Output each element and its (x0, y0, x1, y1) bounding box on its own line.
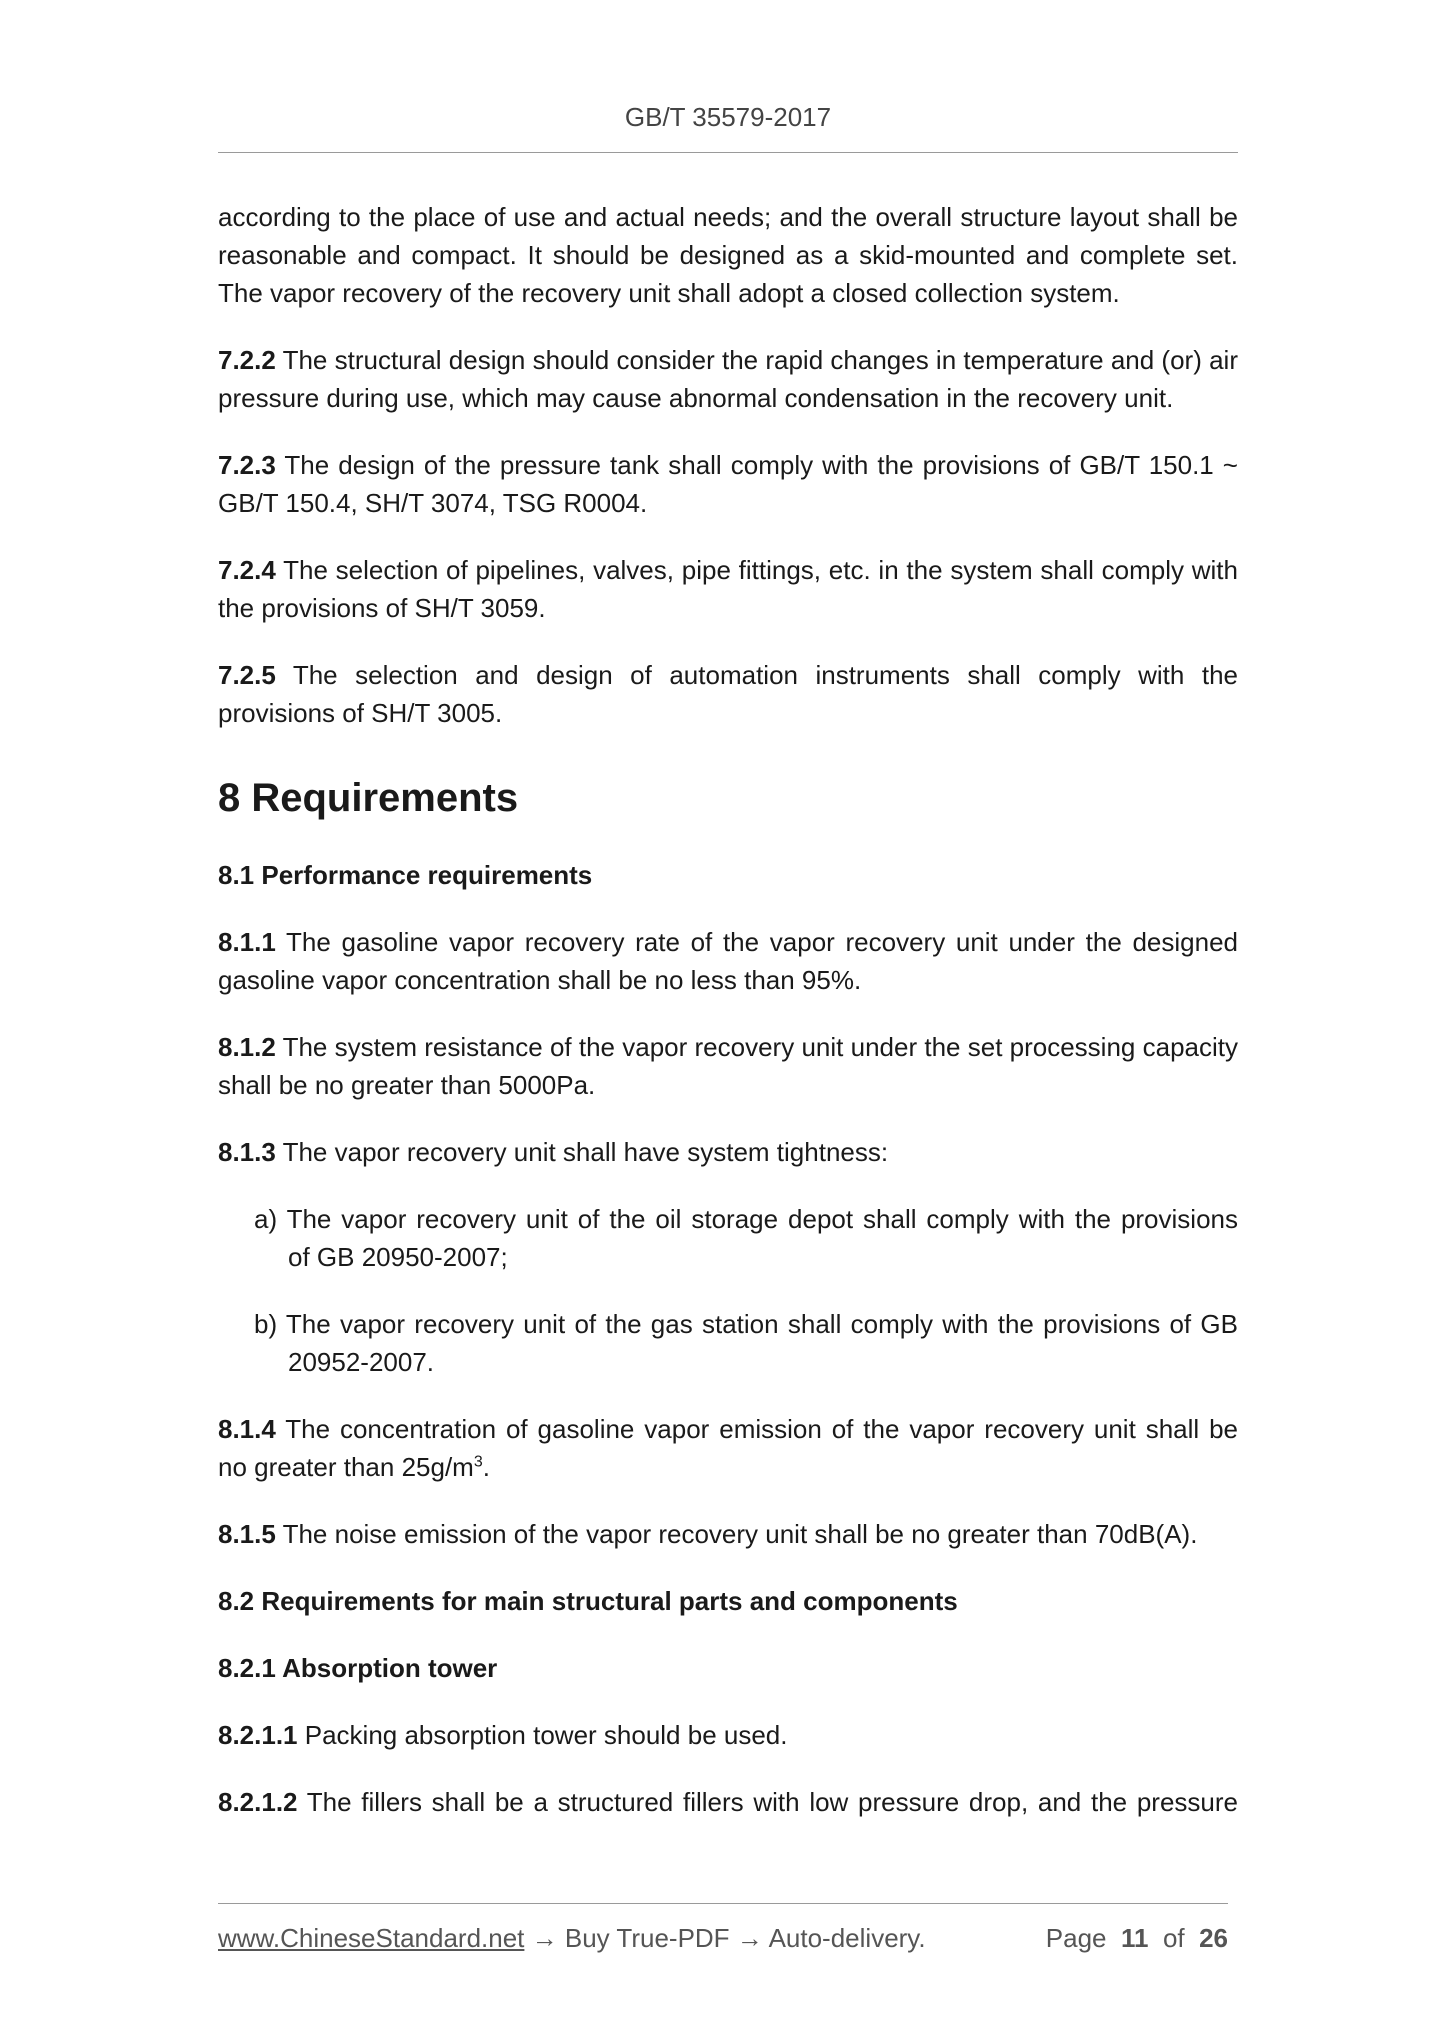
list-item-b (254, 1305, 1238, 1343)
clause-text: The selection and design of automation instruments shall comply with the provisions of SH/T 3005. (218, 660, 1238, 728)
clause-8-1-2 (218, 1028, 1238, 1104)
clause-text: The fillers shall be a structured fillers with low pressure drop, and the pressure (297, 1787, 1238, 1817)
clause-8-1-1 (218, 923, 1238, 999)
promo-text: → Buy True-PDF → Auto-delivery. (524, 1923, 926, 1953)
clause-number: 8.1.2 (218, 1032, 276, 1062)
clause-number: 7.2.3 (218, 450, 276, 480)
clause-8-2-1-1 (218, 1716, 1238, 1754)
clause-text: Packing absorption tower should be used. (297, 1720, 788, 1750)
list-item-line: of GB 20950-2007; (288, 1242, 508, 1272)
list-item-line: 20952-2007. (288, 1347, 435, 1377)
of-label: of (1162, 1923, 1185, 1953)
clause-7-2-3 (218, 446, 1238, 522)
paragraph-continuation: according to the place of use and actual needs; and the overall structure layout shall be reasonable and compact. It should be designed as a skid-mounted and complete set. The vapor recovery of the recovery unit shall adopt a closed collection system. (218, 202, 1238, 308)
clause-8-1-4 (218, 1410, 1238, 1486)
clause-text: The design of the pressure tank shall comply with the provisions of GB/T 150.1 ~ GB/T 150.4, SH/T 3074, TSG R0004. (218, 450, 1238, 518)
clause-text: The selection of pipelines, valves, pipe fittings, etc. in the system shall comply with the provisions of SH/T 3059. (218, 555, 1238, 623)
clause-7-2-4 (218, 551, 1238, 627)
clause-text: The structural design should consider the rapid changes in temperature and (or) air pressure during use, which may cause abnormal condensation in the recovery unit. (218, 345, 1238, 413)
clause-number: 8.1.5 (218, 1519, 276, 1549)
clause-7-2-5 (218, 656, 1238, 732)
clause-number: 8.1.3 (218, 1137, 276, 1167)
clause-text: The concentration of gasoline vapor emission of the vapor recovery unit shall be no greater than 25g/m (218, 1414, 1238, 1482)
clause-number: 8.1.4 (218, 1414, 276, 1444)
clause-8-1-3 (218, 1133, 1238, 1171)
clause-text-tail: . (482, 1452, 490, 1482)
clause-text: The noise emission of the vapor recovery unit shall be no greater than 70dB(A). (275, 1519, 1198, 1549)
subsection-heading-8-1: 8.1 Performance requirements (218, 860, 593, 890)
list-item-a-continuation (254, 1238, 1238, 1276)
clause-7-2-2 (218, 341, 1238, 417)
footer-divider (218, 1903, 1228, 1904)
page-indicator (1046, 1923, 1228, 1954)
subsection-heading-8-2-1: 8.2.1 Absorption tower (218, 1653, 498, 1683)
clause-number: 7.2.2 (218, 345, 276, 375)
clause-number: 7.2.4 (218, 555, 276, 585)
clause-text: The vapor recovery unit shall have system tightness: (275, 1137, 889, 1167)
clause-8-1-5 (218, 1515, 1238, 1553)
page-content (218, 198, 1238, 1850)
clause-text: The system resistance of the vapor recovery unit under the set processing capacity shall be no greater than 5000Pa. (218, 1032, 1238, 1100)
clause-8-2-1-2 (218, 1783, 1238, 1821)
list-item-a (254, 1200, 1238, 1238)
website-link[interactable]: www.ChineseStandard.net (218, 1923, 525, 1953)
section-heading-8: 8 Requirements (218, 776, 519, 820)
list-item-line: b) The vapor recovery unit of the gas station shall comply with the provisions of GB (254, 1309, 1238, 1339)
subsection-heading-8-2: 8.2 Requirements for main structural parts and components (218, 1586, 958, 1616)
header-divider (218, 152, 1238, 153)
page-header: GB/T 35579-2017 (624, 102, 832, 132)
clause-number: 8.2.1.1 (218, 1720, 298, 1750)
page-footer (218, 1923, 1228, 1954)
superscript: 3 (473, 1453, 483, 1471)
clause-number: 8.1.1 (218, 927, 276, 957)
clause-number: 7.2.5 (218, 660, 276, 690)
footer-promo (218, 1923, 926, 1954)
list-item-b-continuation (254, 1343, 1238, 1381)
page-label: Page (1045, 1923, 1107, 1953)
clause-text: The gasoline vapor recovery rate of the vapor recovery unit under the designed gasoline vapor concentration shall be no less than 95%. (218, 927, 1238, 995)
clause-number: 8.2.1.2 (218, 1787, 298, 1817)
list-item-line: a) The vapor recovery unit of the oil storage depot shall comply with the provisions (254, 1204, 1238, 1234)
page-current: 11 (1120, 1923, 1149, 1953)
page-total: 26 (1199, 1923, 1228, 1953)
